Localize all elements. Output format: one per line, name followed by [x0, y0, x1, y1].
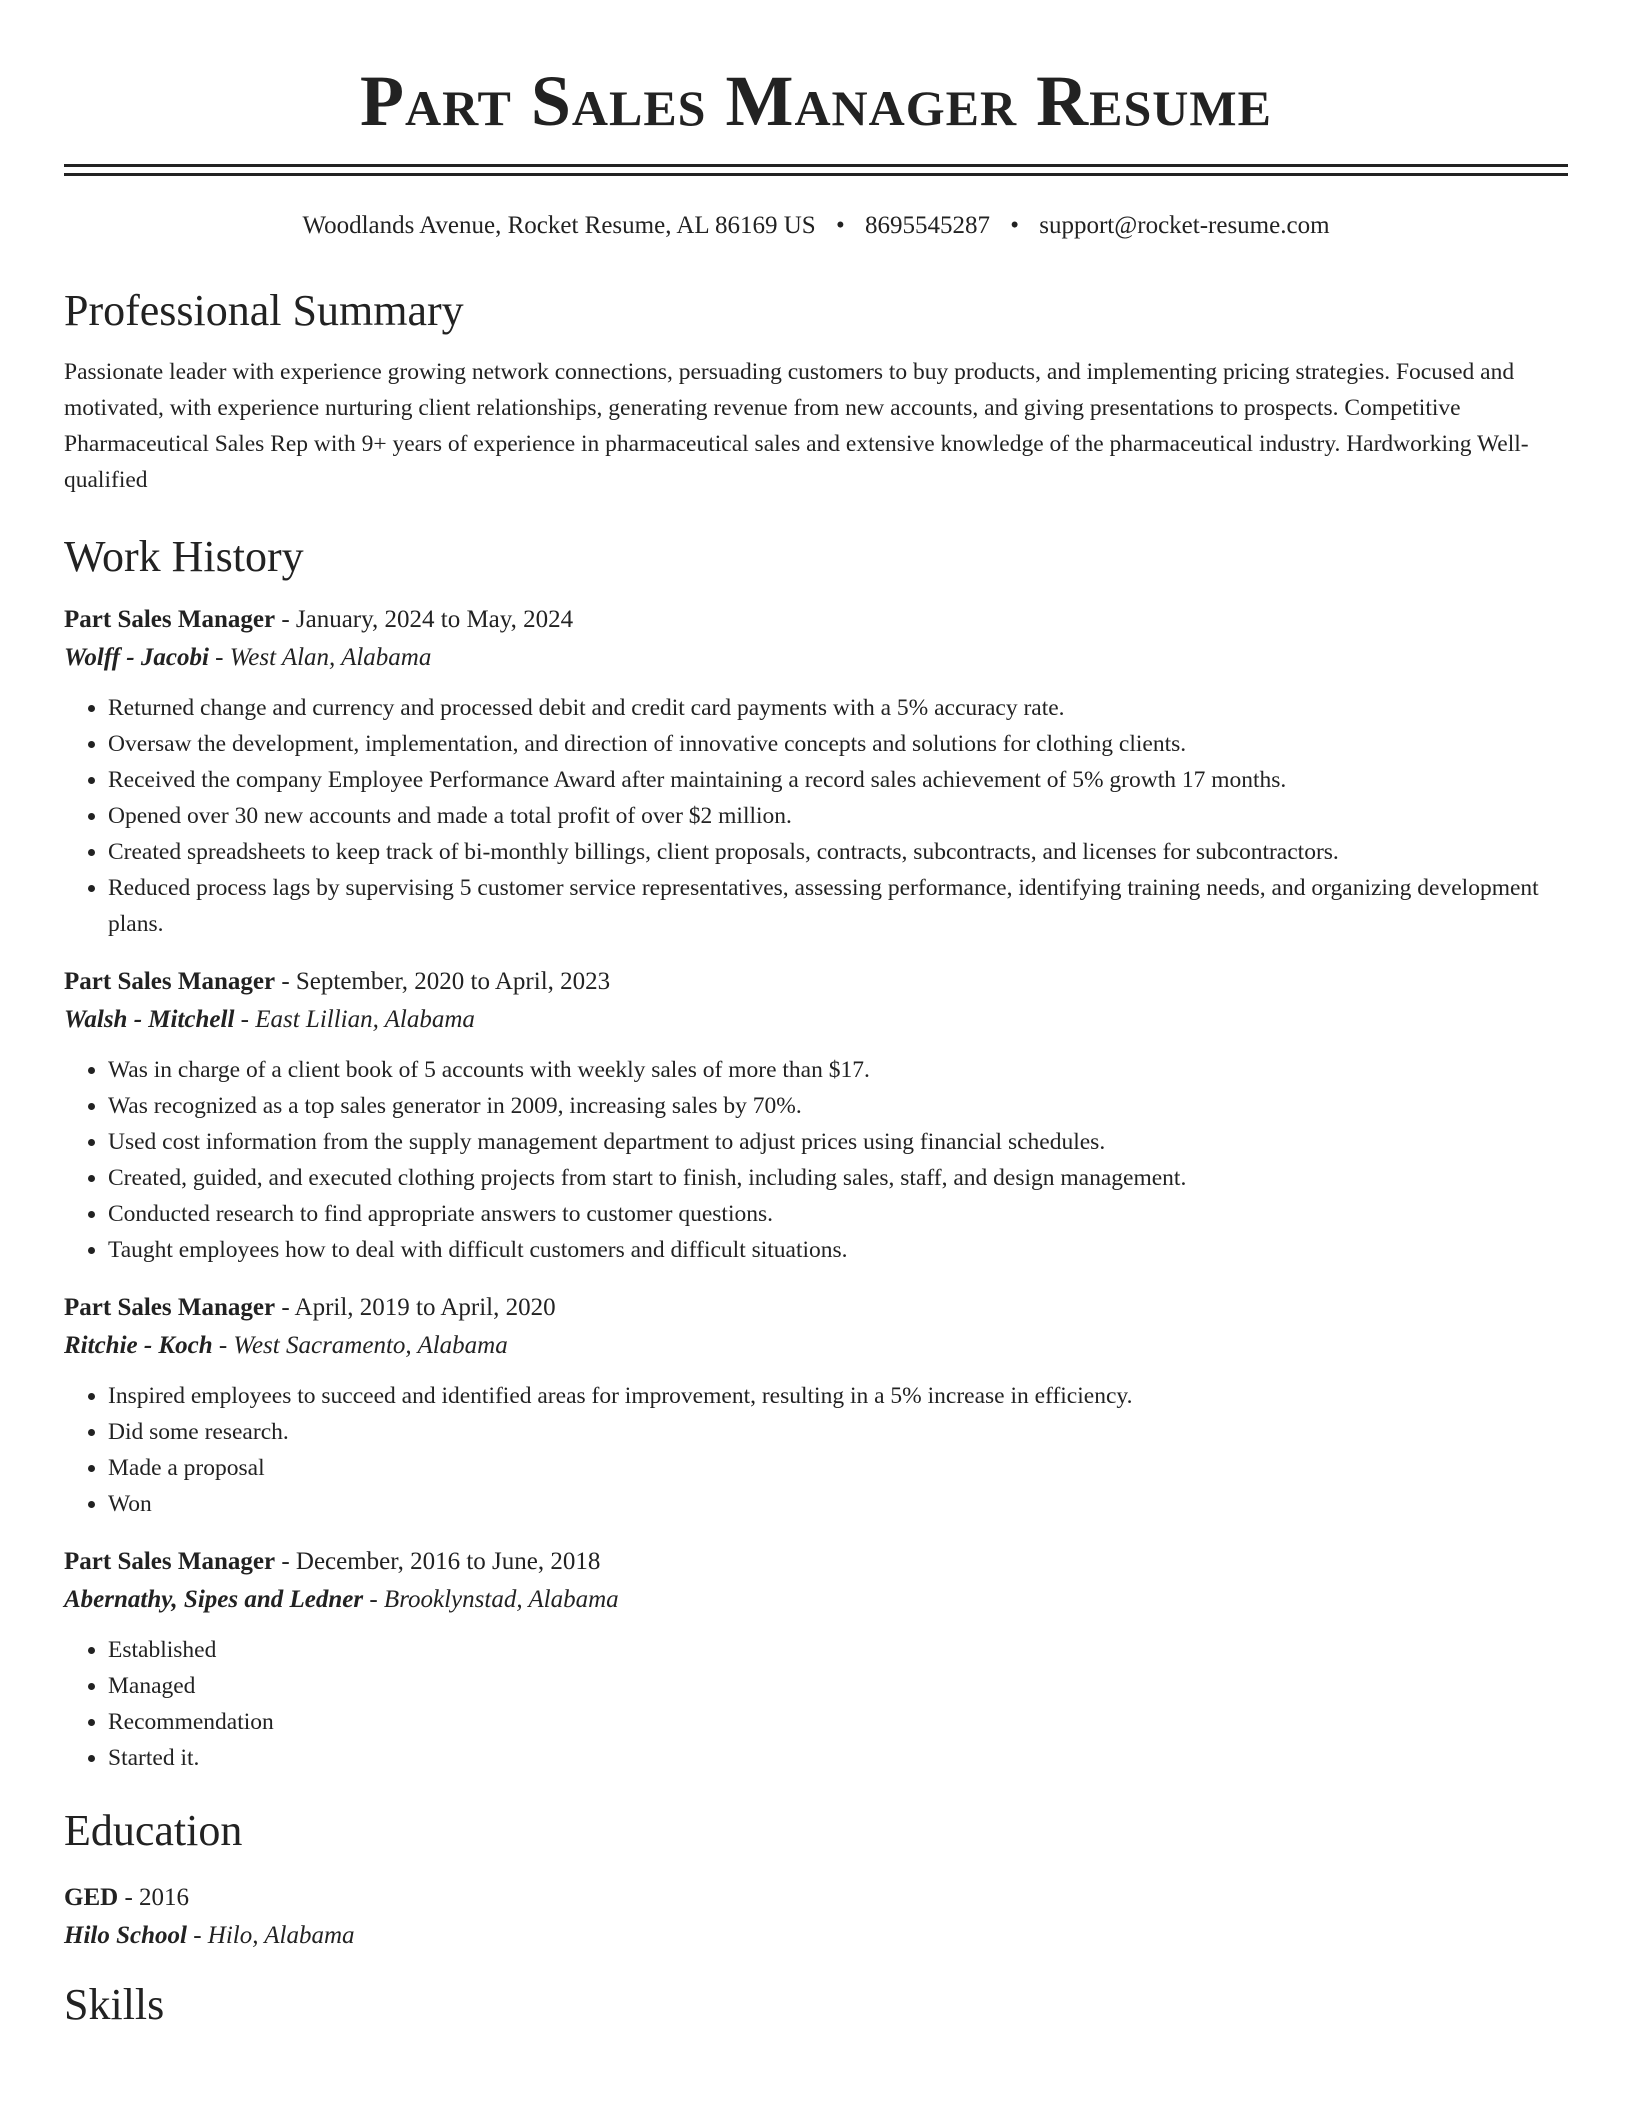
school-line [64, 1916, 1568, 1956]
job-title-line [64, 602, 1568, 638]
job-bullet: • Made a proposal [108, 1450, 1568, 1486]
title-divider-bottom [64, 173, 1568, 176]
company-name: Abernathy, Sipes and Ledner [64, 1586, 364, 1613]
company-location: - East Lillian, Alabama [234, 1006, 475, 1033]
education-entry [64, 1880, 1568, 1956]
degree-year: - 2016 [118, 1884, 190, 1911]
job-bullet: • Inspired employees to succeed and identified areas for improvement, resulting in a 5% increase in efficiency. [108, 1378, 1568, 1414]
job-entry [64, 964, 1568, 1268]
company-name: Ritchie - Koch [64, 1332, 213, 1359]
work-history-heading: Work History [64, 532, 304, 581]
company-name: Walsh - Mitchell [64, 1006, 235, 1033]
job-dates: - September, 2020 to April, 2023 [275, 968, 611, 995]
job-bullets [64, 1632, 1568, 1776]
job-bullet: • Recommendation [108, 1704, 1568, 1740]
job-bullets [64, 1052, 1568, 1268]
degree-name: GED [64, 1884, 119, 1911]
contact-separator: • [835, 212, 845, 239]
job-title: Part Sales Manager [64, 1294, 276, 1321]
job-bullet: • Conducted research to find appropriate answers to customer questions. [108, 1196, 1568, 1232]
job-bullet: • Did some research. [108, 1414, 1568, 1450]
job-title-line [64, 1544, 1568, 1580]
job-bullet: • Established [108, 1632, 1568, 1668]
company-location: - West Alan, Alabama [208, 644, 432, 671]
title-divider-top [64, 164, 1568, 167]
job-dates: - December, 2016 to June, 2018 [275, 1548, 601, 1575]
company-line [64, 1000, 1568, 1040]
job-title: Part Sales Manager [64, 1548, 276, 1575]
job-title: Part Sales Manager [64, 968, 276, 995]
company-location: - Brooklynstad, Alabama [363, 1586, 619, 1613]
company-location: - West Sacramento, Alabama [212, 1332, 508, 1359]
job-entry [64, 1290, 1568, 1522]
school-name: Hilo School [64, 1922, 187, 1949]
summary-heading: Professional Summary [64, 286, 464, 335]
job-dates: - January, 2024 to May, 2024 [275, 606, 574, 633]
job-entry [64, 1544, 1568, 1776]
school-location: - Hilo, Alabama [186, 1922, 355, 1949]
job-bullets [64, 1378, 1568, 1522]
job-bullet: • Created spreadsheets to keep track of bi-monthly billings, client proposals, contracts, subcontracts, and licenses for subcontractors. [108, 834, 1568, 870]
contact-phone: 8695545287 [864, 212, 990, 239]
company-line [64, 638, 1568, 678]
company-name: Wolff - Jacobi [64, 644, 209, 671]
resume-title: Part Sales Manager Resume [360, 61, 1272, 141]
job-bullet: • Returned change and currency and processed debit and credit card payments with a 5% accuracy rate. [108, 690, 1568, 726]
job-bullet: • Taught employees how to deal with difficult customers and difficult situations. [108, 1232, 1568, 1268]
job-bullet: • Won [108, 1486, 1568, 1522]
contact-separator: • [1010, 212, 1019, 239]
contact-email: support@rocket-resume.com [1039, 212, 1330, 239]
company-line [64, 1580, 1568, 1620]
job-bullets [64, 690, 1568, 942]
job-bullet: • Was in charge of a client book of 5 accounts with weekly sales of more than $17. [108, 1052, 1568, 1088]
job-bullet: • Opened over 30 new accounts and made a total profit of over $2 million. [108, 798, 1568, 834]
job-bullet: • Was recognized as a top sales generator in 2009, increasing sales by 70%. [108, 1088, 1568, 1124]
company-line [64, 1326, 1568, 1366]
contact-line [64, 210, 1568, 242]
job-bullet: • Created, guided, and executed clothing projects from start to finish, including sales, staff, and design management. [108, 1160, 1568, 1196]
summary-text: Passionate leader with experience growing network connections, persuading customers to buy products, and implementing pricing strategies. Focused and motivated, with experience nurturing client relationships, generating revenue from new accounts, and giving presentations to prospects. Competitive Pharmaceutical Sales Rep with 9+ years of experience in pharmaceutical sales and extensive knowledge of the pharmaceutical industry. Hardworking Well-qualified [64, 359, 1529, 493]
job-title: Part Sales Manager [64, 606, 276, 633]
education-heading: Education [64, 1806, 243, 1855]
skills-heading: Skills [64, 1980, 165, 2029]
job-dates: - April, 2019 to April, 2020 [275, 1294, 556, 1321]
job-title-line [64, 1290, 1568, 1326]
job-bullet: • Managed [108, 1668, 1568, 1704]
job-bullet: • Oversaw the development, implementation, and direction of innovative concepts and solutions for clothing clients. [108, 726, 1568, 762]
degree-line [64, 1880, 1568, 1916]
job-bullet: • Received the company Employee Performance Award after maintaining a record sales achievement of 5% growth 17 months. [108, 762, 1568, 798]
job-entry [64, 602, 1568, 942]
job-bullet: • Started it. [108, 1740, 1568, 1776]
job-bullet: • Reduced process lags by supervising 5 customer service representatives, assessing performance, identifying training needs, and organizing development plans. [108, 870, 1568, 942]
contact-address: Woodlands Avenue, Rocket Resume, AL 86169 US [302, 212, 816, 239]
job-title-line [64, 964, 1568, 1000]
job-bullet: • Used cost information from the supply management department to adjust prices using financial schedules. [108, 1124, 1568, 1160]
